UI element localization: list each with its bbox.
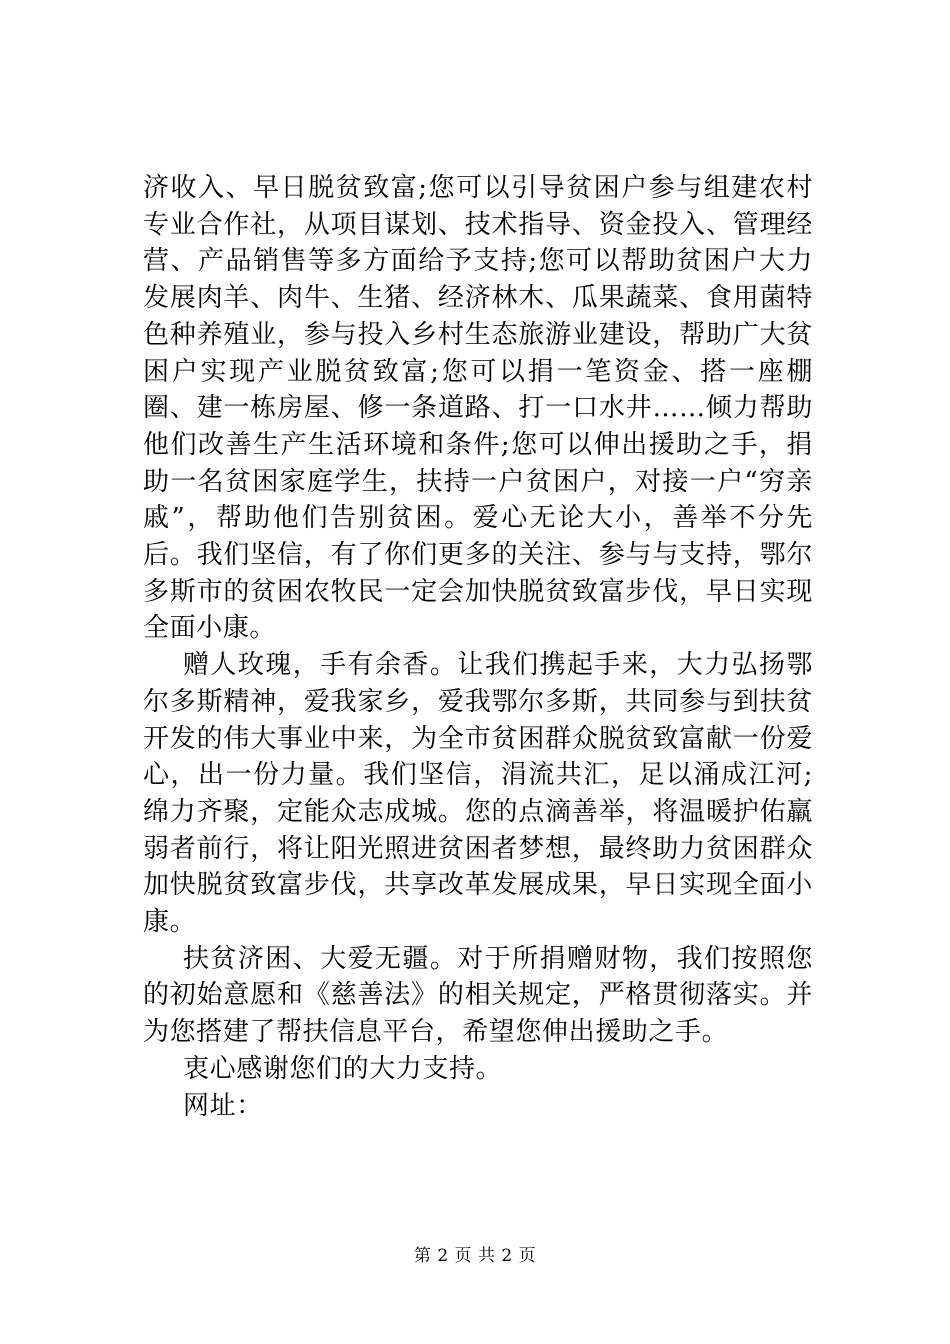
- paragraph-charity-law: 扶贫济困、大爱无疆。对于所捐赠财物，我们按照您的初始意愿和《慈善法》的相关规定，严格贯彻落实。并为您搭建了帮扶信息平台，希望您伸出援助之手。: [143, 943, 813, 1048]
- paragraph-roses: 赠人玫瑰，手有余香。让我们携起手来，大力弘扬鄂尔多斯精神，爱我家乡，爱我鄂尔多斯，共同参与到扶贫开发的伟大事业中来，为全市贫困群众脱贫致富献一份爱心，出一份力量。我们坚信，涓流共汇，足以涌成江河;绵力齐聚，定能众志成城。您的点滴善举，将温暖护佑羸弱者前行，将让阳光照进贫困者梦想，最终助力贫困群众加快脱贫致富步伐，共享改革发展成果，早日实现全面小康。: [143, 650, 813, 938]
- paragraph-thanks: 衷心感谢您们的大力支持。: [183, 1053, 503, 1084]
- paragraph-continuation: 济收入、早日脱贫致富;您可以引导贫困户参与组建农村专业合作社，从项目谋划、技术指导、资金投入、管理经营、产品销售等多方面给予支持;您可以帮助贫困户大力发展肉羊、肉牛、生猪、经济林木、瓜果蔬菜、食用菌特色种养殖业，参与投入乡村生态旅游业建设，帮助广大贫困户实现产业脱贫致富;您可以捐一笔资金、搭一座棚圈、建一栋房屋、修一条道路、打一口水井……倾力帮助他们改善生产生活环境和条件;您可以伸出援助之手，捐助一名贫困家庭学生，扶持一户贫困户，对接一户“穷亲戚”，帮助他们告别贫困。爱心无论大小，善举不分先后。我们坚信，有了你们更多的关注、参与与支持，鄂尔多斯市的贫困农牧民一定会加快脱贫致富步伐，早日实现全面小康。: [143, 173, 813, 644]
- page-number-footer: 第 2 页 共 2 页: [413, 1246, 537, 1266]
- document-body: [143, 170, 813, 1124]
- paragraph-website: 网址：: [183, 1090, 263, 1121]
